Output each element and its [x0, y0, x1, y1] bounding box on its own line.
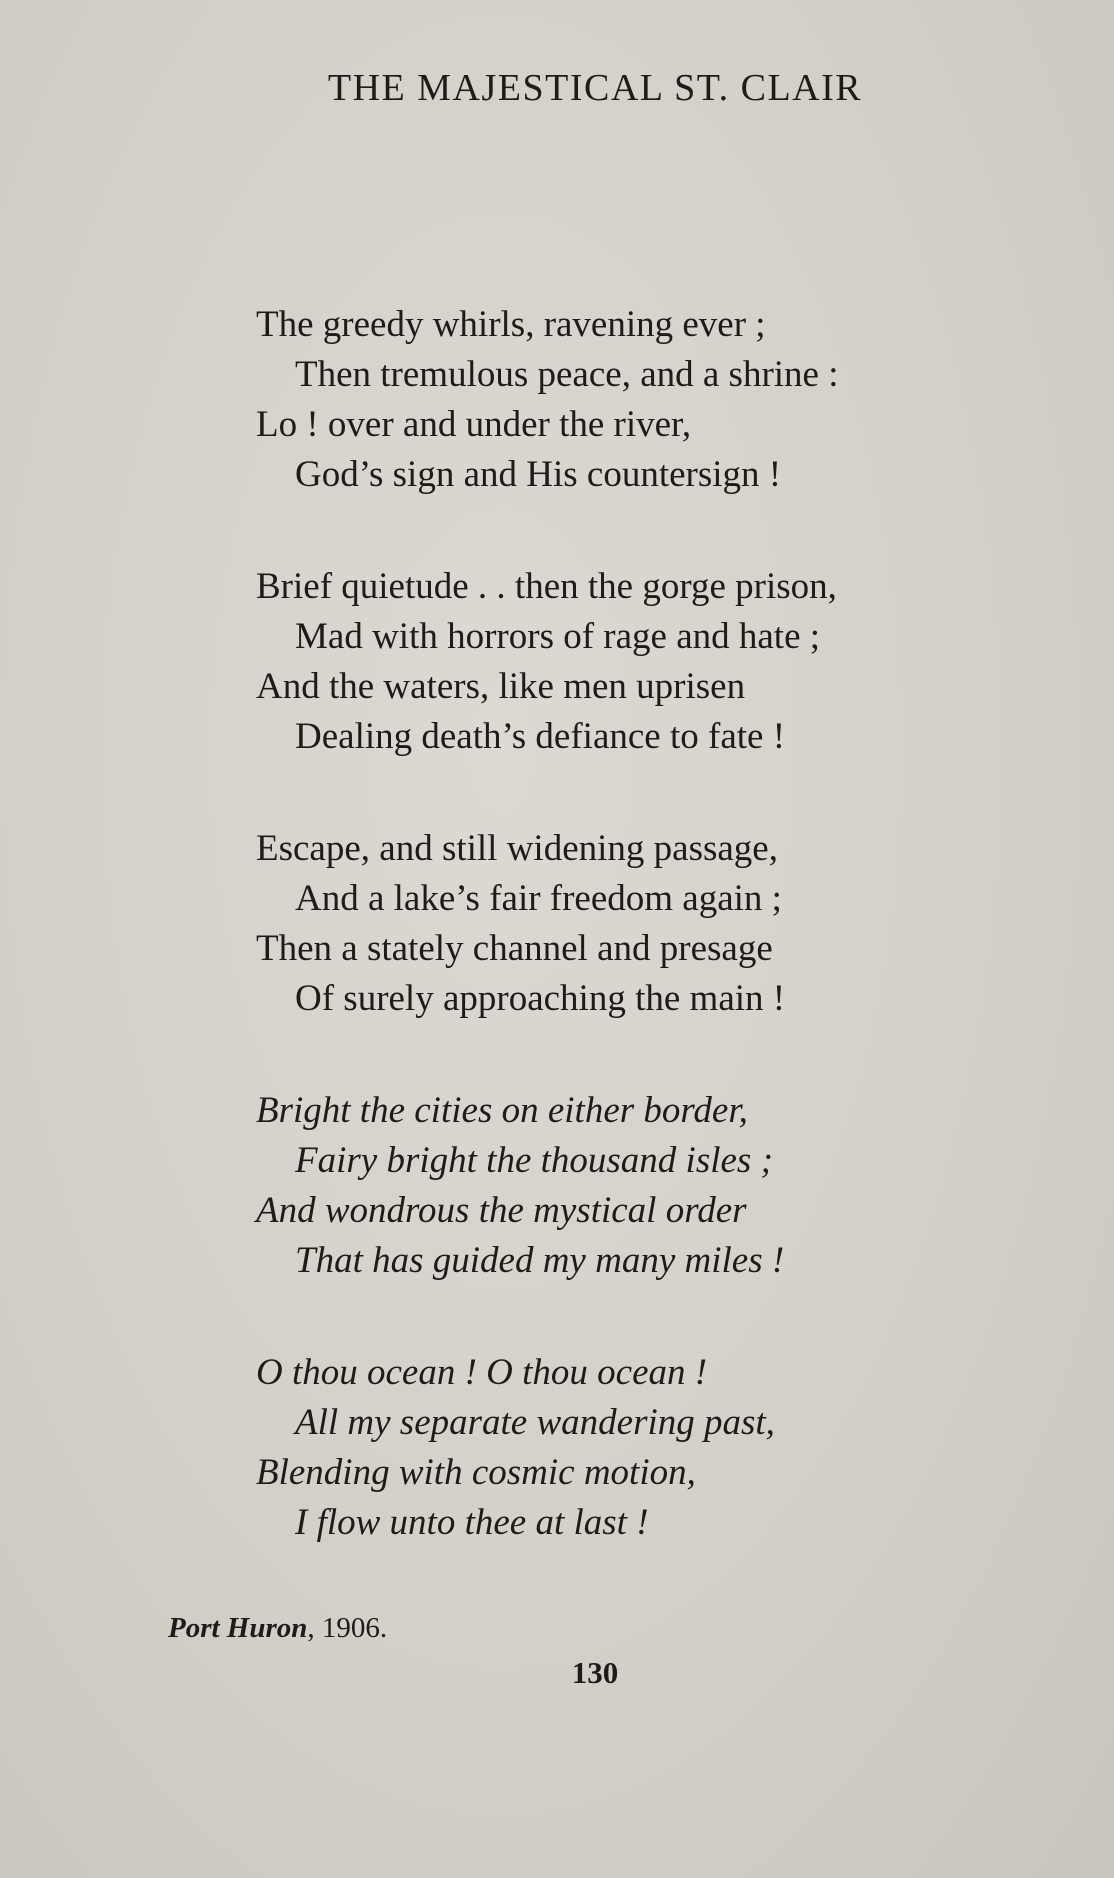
- poem-line: Brief quietude . . then the gorge prison,: [256, 566, 837, 607]
- poem-line: And wondrous the mystical order: [256, 1190, 747, 1231]
- dateline-separator: ,: [307, 1612, 322, 1644]
- poem-line: Dealing death’s defiance to fate !: [295, 716, 786, 757]
- poem-line: Lo ! over and under the river,: [256, 404, 692, 445]
- poem-line: O thou ocean ! O thou ocean !: [256, 1352, 708, 1393]
- poem-line: Of surely approaching the main !: [295, 978, 786, 1019]
- poem-line: Fairy bright the thousand isles ;: [295, 1140, 773, 1181]
- poem-line: God’s sign and His countersign !: [295, 454, 782, 495]
- dateline-place: Port Huron: [168, 1612, 308, 1644]
- poem-line: The greedy whirls, ravening ever ;: [256, 304, 766, 345]
- dateline-year: 1906.: [321, 1612, 388, 1644]
- stanza-2: [256, 562, 1076, 762]
- stanza-1: [256, 300, 1076, 500]
- stanza-4: [256, 1086, 1076, 1286]
- stanza-5: [256, 1348, 1076, 1548]
- dateline: [168, 1612, 387, 1645]
- poem-line: And a lake’s fair freedom again ;: [295, 878, 782, 919]
- poem-line: That has guided my many miles !: [295, 1240, 785, 1281]
- running-head: THE MAJESTICAL ST. CLAIR: [327, 67, 863, 109]
- poem-body: [256, 300, 1076, 1610]
- poem-line: Mad with horrors of rage and hate ;: [295, 616, 821, 657]
- poem-line: Then a stately channel and presage: [256, 928, 773, 969]
- poem-line: Blending with cosmic motion,: [256, 1452, 696, 1493]
- poem-line: Then tremulous peace, and a shrine :: [295, 354, 839, 395]
- poem-line: All my separate wandering past,: [295, 1402, 775, 1443]
- poem-line: Escape, and still widening passage,: [256, 828, 778, 869]
- poem-line: Bright the cities on either border,: [256, 1090, 748, 1131]
- stanza-3: [256, 824, 1076, 1024]
- poem-line: And the waters, like men uprisen: [256, 666, 746, 707]
- page-number: 130: [571, 1655, 619, 1690]
- poem-line: I flow unto thee at last !: [295, 1502, 649, 1543]
